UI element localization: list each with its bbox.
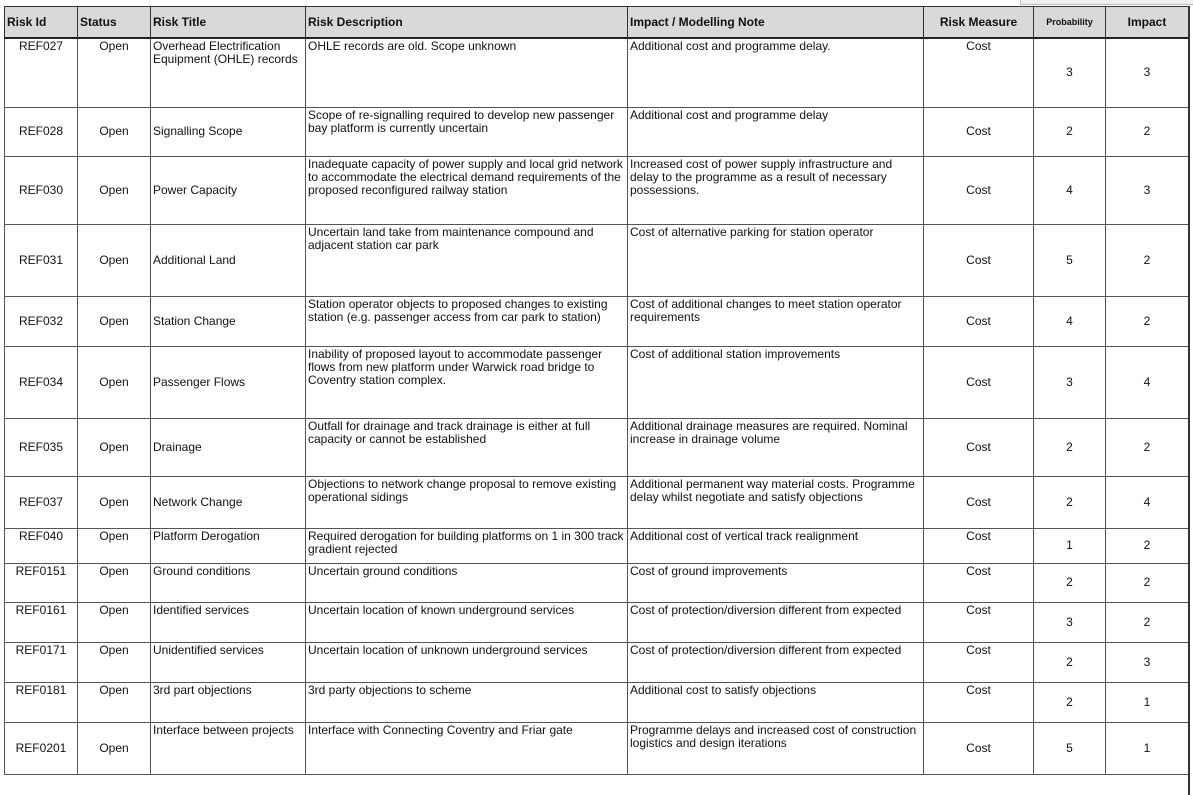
cell-risk-description: Required derogation for building platforms on 1 in 300 track gradient rejected bbox=[306, 528, 628, 563]
cell-probability: 4 bbox=[1034, 156, 1106, 224]
cell-status: Open bbox=[78, 642, 151, 682]
cell-impact-note: Cost of additional station improvements bbox=[628, 346, 924, 418]
table-row[interactable] bbox=[5, 476, 1189, 528]
cell-status: Open bbox=[78, 107, 151, 156]
cell-impact: 2 bbox=[1106, 418, 1189, 476]
cell-probability: 2 bbox=[1034, 107, 1106, 156]
cell-risk-id: REF034 bbox=[5, 346, 78, 418]
cell-impact: 2 bbox=[1106, 528, 1189, 563]
cell-risk-id: REF040 bbox=[5, 528, 78, 563]
cell-risk-description: Uncertain location of known underground services bbox=[306, 602, 628, 642]
cell-risk-title: Overhead Electrification Equipment (OHLE) records bbox=[151, 38, 306, 107]
cell-risk-measure: Cost bbox=[924, 722, 1034, 774]
cell-impact-note: Cost of alternative parking for station operator bbox=[628, 224, 924, 296]
cell-status: Open bbox=[78, 682, 151, 722]
table-row[interactable] bbox=[5, 296, 1189, 346]
table-row[interactable] bbox=[5, 38, 1189, 107]
cell-risk-measure: Cost bbox=[924, 602, 1034, 642]
cell-risk-id: REF031 bbox=[5, 224, 78, 296]
right-border-rule bbox=[1188, 6, 1190, 795]
cell-impact-note: Additional drainage measures are required. Nominal increase in drainage volume bbox=[628, 418, 924, 476]
table-row[interactable] bbox=[5, 563, 1189, 602]
cell-risk-description: Outfall for drainage and track drainage is either at full capacity or cannot be established bbox=[306, 418, 628, 476]
cell-impact-note: Additional cost of vertical track realignment bbox=[628, 528, 924, 563]
cell-risk-id: REF0171 bbox=[5, 642, 78, 682]
cell-status: Open bbox=[78, 38, 151, 107]
cell-status: Open bbox=[78, 602, 151, 642]
cell-risk-title: Identified services bbox=[151, 602, 306, 642]
header-row bbox=[5, 7, 1189, 39]
cell-impact: 1 bbox=[1106, 722, 1189, 774]
cell-risk-description: 3rd party objections to scheme bbox=[306, 682, 628, 722]
cell-risk-measure: Cost bbox=[924, 38, 1034, 107]
table-row[interactable] bbox=[5, 156, 1189, 224]
cell-probability: 5 bbox=[1034, 224, 1106, 296]
cell-impact-note: Programme delays and increased cost of construction logistics and design iterations bbox=[628, 722, 924, 774]
cell-risk-id: REF037 bbox=[5, 476, 78, 528]
cell-status: Open bbox=[78, 418, 151, 476]
cell-probability: 4 bbox=[1034, 296, 1106, 346]
cell-impact: 2 bbox=[1106, 224, 1189, 296]
cell-status: Open bbox=[78, 528, 151, 563]
cell-risk-description: Uncertain ground conditions bbox=[306, 563, 628, 602]
cell-risk-id: REF0201 bbox=[5, 722, 78, 774]
cell-probability: 2 bbox=[1034, 563, 1106, 602]
cell-risk-title: Ground conditions bbox=[151, 563, 306, 602]
corner-tab bbox=[1020, 0, 1193, 5]
header-risk-title[interactable]: Risk Title bbox=[151, 7, 306, 39]
cell-impact-note: Additional permanent way material costs. Programme delay whilst negotiate and satisfy objections bbox=[628, 476, 924, 528]
header-impact-note[interactable]: Impact / Modelling Note bbox=[628, 7, 924, 39]
cell-risk-description: Station operator objects to proposed changes to existing station (e.g. passenger access from car park to station) bbox=[306, 296, 628, 346]
cell-risk-id: REF032 bbox=[5, 296, 78, 346]
cell-impact: 2 bbox=[1106, 563, 1189, 602]
cell-risk-id: REF027 bbox=[5, 38, 78, 107]
cell-status: Open bbox=[78, 296, 151, 346]
cell-probability: 5 bbox=[1034, 722, 1106, 774]
cell-impact: 3 bbox=[1106, 38, 1189, 107]
cell-risk-measure: Cost bbox=[924, 107, 1034, 156]
cell-impact-note: Increased cost of power supply infrastructure and delay to the programme as a result of necessary possessions. bbox=[628, 156, 924, 224]
cell-probability: 2 bbox=[1034, 418, 1106, 476]
cell-status: Open bbox=[78, 346, 151, 418]
cell-risk-description: Uncertain land take from maintenance compound and adjacent station car park bbox=[306, 224, 628, 296]
risk-register-table bbox=[4, 6, 1189, 775]
cell-risk-measure: Cost bbox=[924, 156, 1034, 224]
cell-risk-title: Signalling Scope bbox=[151, 107, 306, 156]
cell-risk-measure: Cost bbox=[924, 642, 1034, 682]
cell-risk-title: Additional Land bbox=[151, 224, 306, 296]
cell-risk-title: Passenger Flows bbox=[151, 346, 306, 418]
cell-impact: 3 bbox=[1106, 156, 1189, 224]
cell-status: Open bbox=[78, 722, 151, 774]
cell-risk-description: Inability of proposed layout to accommodate passenger flows from new platform under Warwick road bridge to Coventry station complex. bbox=[306, 346, 628, 418]
cell-risk-description: Uncertain location of unknown underground services bbox=[306, 642, 628, 682]
header-risk-description[interactable]: Risk Description bbox=[306, 7, 628, 39]
cell-risk-title: Unidentified services bbox=[151, 642, 306, 682]
cell-risk-measure: Cost bbox=[924, 563, 1034, 602]
cell-impact-note: Additional cost and programme delay bbox=[628, 107, 924, 156]
cell-probability: 2 bbox=[1034, 476, 1106, 528]
cell-risk-measure: Cost bbox=[924, 296, 1034, 346]
cell-risk-measure: Cost bbox=[924, 418, 1034, 476]
table-row[interactable] bbox=[5, 107, 1189, 156]
cell-risk-measure: Cost bbox=[924, 682, 1034, 722]
table-row[interactable] bbox=[5, 602, 1189, 642]
cell-impact-note: Cost of ground improvements bbox=[628, 563, 924, 602]
table-row[interactable] bbox=[5, 722, 1189, 774]
table-row[interactable] bbox=[5, 418, 1189, 476]
cell-risk-measure: Cost bbox=[924, 224, 1034, 296]
cell-risk-id: REF028 bbox=[5, 107, 78, 156]
cell-impact-note: Additional cost to satisfy objections bbox=[628, 682, 924, 722]
cell-impact-note: Cost of protection/diversion different from expected bbox=[628, 602, 924, 642]
cell-status: Open bbox=[78, 156, 151, 224]
cell-risk-title: Interface between projects bbox=[151, 722, 306, 774]
header-impact[interactable]: Impact bbox=[1106, 7, 1189, 39]
table-row[interactable] bbox=[5, 528, 1189, 563]
table-row[interactable] bbox=[5, 224, 1189, 296]
header-status[interactable]: Status bbox=[78, 7, 151, 39]
cell-impact: 2 bbox=[1106, 107, 1189, 156]
cell-risk-title: Power Capacity bbox=[151, 156, 306, 224]
header-probability[interactable]: Probability bbox=[1034, 7, 1106, 39]
cell-risk-title: Station Change bbox=[151, 296, 306, 346]
cell-impact: 2 bbox=[1106, 602, 1189, 642]
top-strip bbox=[0, 0, 1193, 4]
cell-risk-measure: Cost bbox=[924, 528, 1034, 563]
table-row[interactable] bbox=[5, 682, 1189, 722]
cell-probability: 2 bbox=[1034, 682, 1106, 722]
header-risk-measure[interactable]: Risk Measure bbox=[924, 7, 1034, 39]
cell-risk-description: Inadequate capacity of power supply and local grid network to accommodate the electrical demand requirements of the proposed reconfigured railway station bbox=[306, 156, 628, 224]
cell-impact-note: Cost of protection/diversion different from expected bbox=[628, 642, 924, 682]
cell-risk-id: REF030 bbox=[5, 156, 78, 224]
cell-risk-title: 3rd part objections bbox=[151, 682, 306, 722]
cell-status: Open bbox=[78, 224, 151, 296]
cell-status: Open bbox=[78, 476, 151, 528]
cell-impact-note: Additional cost and programme delay. bbox=[628, 38, 924, 107]
cell-status: Open bbox=[78, 563, 151, 602]
cell-impact-note: Cost of additional changes to meet station operator requirements bbox=[628, 296, 924, 346]
cell-risk-measure: Cost bbox=[924, 346, 1034, 418]
cell-probability: 3 bbox=[1034, 38, 1106, 107]
table-row[interactable] bbox=[5, 642, 1189, 682]
cell-risk-title: Drainage bbox=[151, 418, 306, 476]
cell-impact: 4 bbox=[1106, 476, 1189, 528]
cell-risk-id: REF0161 bbox=[5, 602, 78, 642]
cell-probability: 2 bbox=[1034, 642, 1106, 682]
cell-risk-measure: Cost bbox=[924, 476, 1034, 528]
cell-impact: 3 bbox=[1106, 642, 1189, 682]
header-risk-id[interactable]: Risk Id bbox=[5, 7, 78, 39]
cell-impact: 4 bbox=[1106, 346, 1189, 418]
cell-risk-description: Scope of re-signalling required to develop new passenger bay platform is currently uncertain bbox=[306, 107, 628, 156]
cell-risk-title: Platform Derogation bbox=[151, 528, 306, 563]
cell-risk-description: OHLE records are old. Scope unknown bbox=[306, 38, 628, 107]
cell-probability: 1 bbox=[1034, 528, 1106, 563]
cell-risk-description: Interface with Connecting Coventry and Friar gate bbox=[306, 722, 628, 774]
cell-risk-description: Objections to network change proposal to remove existing operational sidings bbox=[306, 476, 628, 528]
cell-impact: 2 bbox=[1106, 296, 1189, 346]
cell-risk-id: REF035 bbox=[5, 418, 78, 476]
cell-probability: 3 bbox=[1034, 346, 1106, 418]
cell-risk-id: REF0181 bbox=[5, 682, 78, 722]
cell-risk-id: REF0151 bbox=[5, 563, 78, 602]
cell-probability: 3 bbox=[1034, 602, 1106, 642]
table-row[interactable] bbox=[5, 346, 1189, 418]
cell-impact: 1 bbox=[1106, 682, 1189, 722]
cell-risk-title: Network Change bbox=[151, 476, 306, 528]
